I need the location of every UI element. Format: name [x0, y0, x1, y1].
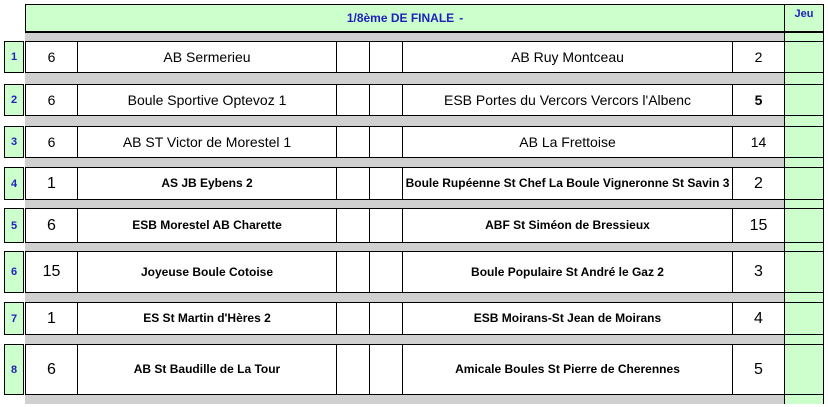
- match-number: [4, 251, 24, 293]
- score-left-text: 6: [47, 92, 56, 108]
- jeu-cell: [784, 208, 824, 243]
- team-right-text: ESB Moirans-St Jean de Moirans: [473, 311, 662, 325]
- match-number-text: 8: [10, 363, 18, 376]
- team-left-text: AB Sermerieu: [163, 49, 251, 65]
- team-left: [77, 302, 337, 335]
- match-number: [4, 84, 24, 116]
- score-left-text: 1: [47, 174, 56, 192]
- team-left: [77, 84, 337, 116]
- score-right-text: 14: [750, 134, 767, 150]
- score-right: [732, 41, 785, 73]
- jeu-column-strip: [784, 395, 824, 404]
- blank-cell: [336, 208, 370, 243]
- blank-cell: [336, 41, 370, 73]
- blank-cell: [336, 302, 370, 335]
- blank-cell: [369, 84, 403, 116]
- score-right-text: 15: [749, 216, 768, 234]
- jeu-cell: [784, 167, 824, 200]
- score-right-text: 2: [754, 174, 763, 192]
- team-right: [402, 84, 733, 116]
- separator-bar: [25, 243, 785, 251]
- blank-cell: [336, 126, 370, 158]
- blank-cell: [336, 84, 370, 116]
- team-left-text: AB St Baudille de La Tour: [133, 362, 281, 376]
- jeu-column-strip: [784, 73, 824, 84]
- team-right-text: AB Ruy Montceau: [511, 49, 624, 65]
- jeu-cell: [784, 302, 824, 335]
- team-left-text: ES St Martin d'Hères 2: [143, 311, 271, 325]
- round-title-bar: [25, 4, 785, 32]
- score-right-text: 2: [754, 49, 763, 65]
- blank-cell: [369, 208, 403, 243]
- score-right-text: 4: [754, 309, 763, 327]
- team-left-text: AS JB Eybens 2: [161, 176, 253, 190]
- team-right-text: AB La Frettoise: [519, 134, 616, 150]
- team-right: [402, 167, 733, 200]
- blank-cell: [369, 126, 403, 158]
- score-left: [25, 251, 78, 293]
- score-left: [25, 126, 78, 158]
- score-right: [732, 126, 785, 158]
- score-right: [732, 167, 785, 200]
- score-right-text: 3: [754, 263, 763, 280]
- score-right-text: 5: [754, 92, 763, 108]
- jeu-cell: [784, 41, 824, 73]
- score-left-text: 6: [47, 134, 56, 150]
- score-left: [25, 302, 78, 335]
- score-left-text: 6: [47, 49, 56, 65]
- jeu-column-strip: [784, 200, 824, 208]
- team-left: [77, 167, 337, 200]
- team-right: [402, 344, 733, 395]
- separator-bar: [25, 335, 785, 344]
- match-number-text: 3: [10, 136, 18, 148]
- jeu-column-strip: [784, 158, 824, 167]
- title-dash: -: [459, 11, 464, 25]
- separator-bar: [25, 73, 785, 84]
- score-left: [25, 208, 78, 243]
- team-left-text: Joyeuse Boule Cotoise: [140, 264, 274, 279]
- jeu-cell: [784, 84, 824, 116]
- score-left: [25, 41, 78, 73]
- team-right-text: ABF St Siméon de Bressieux: [485, 218, 650, 232]
- jeu-header: [784, 4, 824, 32]
- team-right: [402, 41, 733, 73]
- separator-bar: [25, 116, 785, 126]
- match-number-text: 2: [10, 94, 18, 106]
- jeu-column-strip: [784, 116, 824, 126]
- separator-bar: [25, 395, 785, 404]
- separator-bar: [25, 200, 785, 208]
- team-right-text: Boule Rupéenne St Chef La Boule Vigneronne St Savin 3: [405, 176, 730, 190]
- blank-cell: [369, 41, 403, 73]
- team-left: [77, 208, 337, 243]
- jeu-column-strip: [784, 33, 824, 41]
- jeu-column-strip: [784, 335, 824, 344]
- score-left-text: 6: [47, 360, 56, 378]
- jeu-column-strip: [784, 293, 824, 302]
- score-left-text: 1: [47, 309, 56, 327]
- team-right-text: ESB Portes du Vercors Vercors l'Albenc: [443, 92, 691, 108]
- match-number-text: 5: [10, 219, 18, 232]
- blank-cell: [369, 251, 403, 293]
- separator-bar: [25, 293, 785, 302]
- round-title: 1/8ème DE FINALE: [346, 11, 455, 25]
- team-right: [402, 208, 733, 243]
- team-left: [77, 41, 337, 73]
- match-number: [4, 208, 24, 243]
- match-number-text: 1: [10, 51, 18, 63]
- score-left-text: 6: [47, 216, 56, 234]
- blank-cell: [369, 167, 403, 200]
- team-right: [402, 302, 733, 335]
- team-right-text: Amicale Boules St Pierre de Cherennes: [455, 362, 680, 376]
- separator-bar: [25, 158, 785, 167]
- score-right: [732, 302, 785, 335]
- jeu-column-strip: [784, 243, 824, 251]
- jeu-label: Jeu: [794, 8, 814, 20]
- team-right: [402, 126, 733, 158]
- score-right-text: 5: [754, 360, 763, 378]
- score-right: [732, 344, 785, 395]
- match-number: [4, 41, 24, 73]
- team-left: [77, 344, 337, 395]
- team-right: [402, 251, 733, 293]
- jeu-cell: [784, 344, 824, 395]
- match-number-text: 7: [10, 312, 18, 325]
- match-number-text: 6: [10, 266, 18, 278]
- blank-cell: [336, 167, 370, 200]
- match-number: [4, 302, 24, 335]
- match-number: [4, 344, 24, 395]
- match-number: [4, 126, 24, 158]
- match-number-text: 4: [10, 177, 18, 190]
- blank-cell: [369, 344, 403, 395]
- score-left-text: 15: [42, 263, 61, 280]
- score-left: [25, 84, 78, 116]
- team-left-text: Boule Sportive Optevoz 1: [127, 92, 287, 108]
- blank-cell: [369, 302, 403, 335]
- blank-cell: [336, 251, 370, 293]
- team-left: [77, 251, 337, 293]
- team-left-text: AB ST Victor de Morestel 1: [122, 134, 292, 150]
- score-right: [732, 251, 785, 293]
- match-number: [4, 167, 24, 200]
- team-right-text: Boule Populaire St André le Gaz 2: [471, 264, 664, 279]
- team-left: [77, 126, 337, 158]
- score-left: [25, 344, 78, 395]
- team-left-text: ESB Morestel AB Charette: [132, 218, 282, 232]
- score-right: [732, 84, 785, 116]
- jeu-cell: [784, 251, 824, 293]
- score-left: [25, 167, 78, 200]
- separator-bar: [25, 33, 785, 41]
- score-right: [732, 208, 785, 243]
- blank-cell: [336, 344, 370, 395]
- jeu-cell: [784, 126, 824, 158]
